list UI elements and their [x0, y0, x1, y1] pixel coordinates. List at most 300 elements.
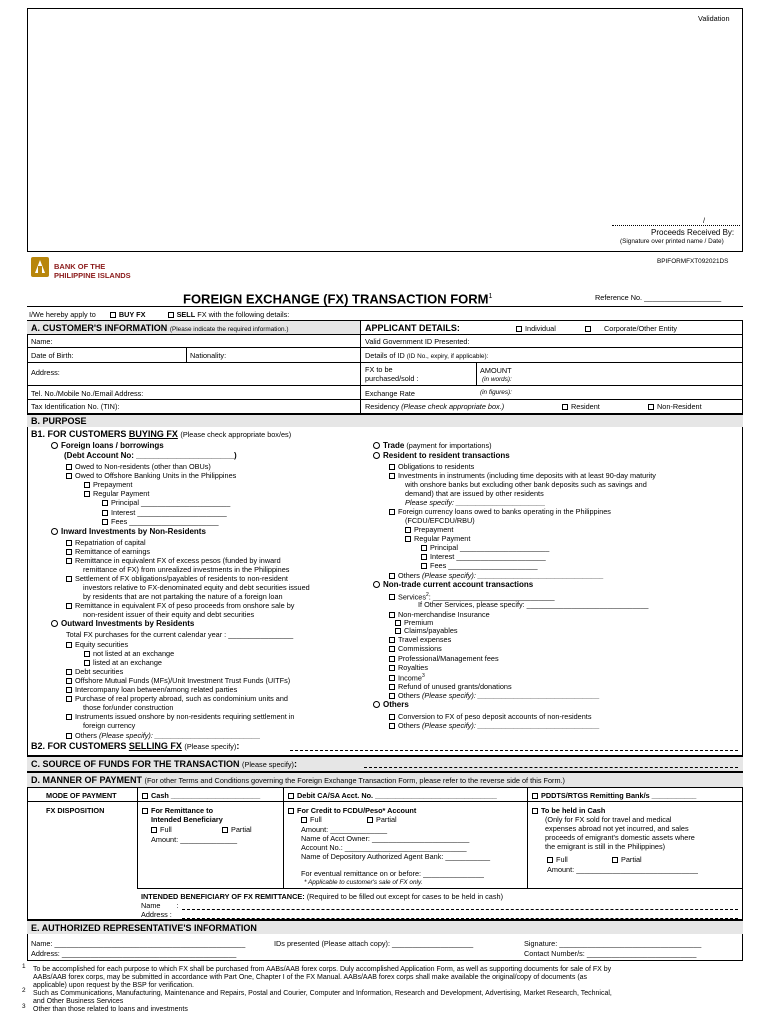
checkbox[interactable] — [389, 684, 395, 690]
right-prepayment-label: Prepayment — [414, 525, 454, 534]
non-resident-label: Non-Resident — [657, 402, 702, 411]
commissions-label: Commissions — [398, 644, 442, 653]
pddts-checkbox[interactable] — [532, 793, 538, 799]
checkbox[interactable] — [421, 545, 427, 551]
nonmerch-label: Non-merchandise Insurance — [398, 610, 490, 619]
intercompany-option[interactable] — [66, 685, 237, 694]
section-c-input-line[interactable] — [364, 767, 738, 768]
purchase-prop-line2: those for/under construction — [83, 703, 174, 712]
section-a-title: A. CUSTOMER'S INFORMATION — [31, 323, 168, 333]
services-label: Services — [398, 592, 426, 602]
purchase-prop-line1: Purchase of real property abroad, such as condominium units and — [75, 694, 288, 703]
nontrade-radio[interactable] — [373, 581, 380, 588]
exchange-rate-label: Exchange Rate — [365, 389, 415, 398]
intercompany-label: Intercompany loan between/among related parties — [75, 685, 238, 694]
buy-fx-checkbox[interactable] — [110, 312, 116, 318]
claims-label: Claims/payables — [404, 626, 458, 635]
b2-heading: B2. FOR CUSTOMERS SELLING FX (Please specify): — [31, 741, 240, 751]
checkbox[interactable] — [66, 549, 72, 555]
left-others-label: Others — [75, 731, 97, 740]
pddts-option[interactable] — [532, 791, 696, 800]
right-fees-option[interactable] — [421, 561, 538, 570]
cash-option[interactable] — [142, 791, 260, 800]
remittance-checkbox[interactable] — [142, 808, 148, 814]
principal-option[interactable] — [102, 498, 230, 507]
listed-option[interactable] — [84, 658, 162, 667]
checkbox[interactable] — [389, 473, 395, 479]
inward-label: Inward Investments by Non-Residents — [61, 527, 206, 536]
checkbox[interactable] — [389, 693, 395, 699]
b1-prefix: B1. FOR CUSTOMERS — [31, 429, 127, 439]
bank-name-line2: PHILIPPINE ISLANDS — [54, 271, 131, 280]
held-amount-label[interactable]: Amount: ______________________________ — [547, 865, 698, 874]
obligations-label: Obligations to residents — [398, 462, 475, 471]
checkbox[interactable] — [102, 519, 108, 525]
premium-label: Premium — [404, 618, 434, 627]
remit-excess-option[interactable] — [66, 556, 281, 565]
remit-peso-line2: non-resident issuer of their equity and debt securities — [83, 610, 255, 619]
debit-label: Debit CA/SA Acct. No. ______________________________ — [297, 791, 497, 800]
full-checkbox[interactable] — [547, 857, 553, 863]
prepayment-option[interactable] — [84, 480, 132, 489]
offshore-funds-option[interactable] — [66, 676, 290, 685]
valid-id-label[interactable]: Valid Government ID Presented: — [365, 337, 470, 346]
interest-label: Interest ______________________ — [111, 508, 227, 517]
sell-fx-label: SELL — [176, 310, 196, 319]
checkbox[interactable] — [389, 646, 395, 652]
residency-note: (Please check appropriate box.) — [401, 402, 505, 411]
trade-label: Trade — [383, 441, 405, 450]
right-others-note: (Please specify): _______________________________ — [421, 571, 604, 580]
rep-signature-label[interactable]: Signature: ___________________________________ — [524, 939, 702, 948]
partial-label: Partial — [376, 815, 397, 824]
section-d-note: (For other Terms and Conditions governing the Foreign Exchange Transaction Form, please refer to the reverse side of this Form.) — [144, 776, 565, 785]
instruments-line2: foreign currency — [83, 721, 136, 730]
details-of-id-note: (ID No., expiry, if applicable): — [406, 353, 489, 360]
repatriation-label: Repatriation of capital — [75, 538, 146, 547]
b1-buying-fx: BUYING FX — [128, 429, 178, 439]
tin-label[interactable]: Tax Identification No. (TIN): — [31, 402, 120, 411]
outward-option[interactable] — [51, 619, 194, 628]
fx-disposition-label: FX DISPOSITION — [46, 806, 105, 815]
remit-peso-line1: Remittance in equivalent FX of peso proceeds from onshore sale by — [75, 601, 295, 610]
services-line: : ______________________________ — [428, 592, 555, 602]
held-note-1: (Only for FX sold for travel and medical — [545, 815, 672, 824]
beneficiary-name-line[interactable] — [182, 909, 738, 910]
details-of-id-label[interactable] — [365, 351, 488, 361]
section-d-heading — [31, 775, 565, 786]
listed-label: listed at an exchange — [93, 658, 162, 667]
others2-note: (Please specify): ______________________________ — [421, 691, 600, 700]
conversion-label: Conversion to FX of peso deposit accounts of non-residents — [398, 712, 592, 721]
full-label: Full — [556, 855, 568, 864]
footnote-3-number: 3 — [22, 1003, 26, 1010]
other-services-label[interactable]: If Other Services, please specify: ______________________________ — [418, 600, 649, 609]
bank-name-line1: BANK OF THE — [54, 262, 106, 271]
settlement-line3: by residents that are not partaking the nature of a foreign loan — [83, 592, 283, 601]
offshore-funds-label: Offshore Mutual Funds (MFs)/Unit Investment Trust Funds (UITFs) — [75, 676, 291, 685]
contact-label[interactable]: Tel. No./Mobile No./Email Address: — [31, 389, 144, 398]
eventual-label[interactable]: For eventual remittance on or before: _______________ — [301, 869, 484, 878]
inward-radio[interactable] — [51, 528, 58, 535]
section-a-note: (Please indicate the required information.) — [169, 326, 289, 333]
professional-option[interactable] — [389, 654, 499, 663]
signature-note: (Signature over printed name / Date) — [620, 238, 724, 245]
foreign-loans-label: Foreign loans / borrowings — [61, 441, 164, 450]
checkbox[interactable] — [66, 642, 72, 648]
principal-label: Principal ______________________ — [111, 498, 231, 507]
investments-line2: with onshore banks but excluding other bank deposits such as savings and — [405, 480, 647, 489]
checkbox[interactable] — [66, 603, 72, 609]
rep-address-label[interactable]: Address: ___________________________________________ — [31, 949, 237, 958]
others3-label: Others — [398, 721, 420, 730]
foreign-loans-option[interactable] — [51, 441, 164, 450]
remit-partial-option[interactable] — [222, 825, 252, 834]
right-others-label: Others — [398, 571, 420, 580]
footnote-3-line1: Other than those related to loans and investments — [33, 1006, 188, 1013]
checkbox[interactable] — [66, 576, 72, 582]
others-head-option[interactable] — [373, 700, 409, 709]
left-others-option[interactable] — [66, 731, 260, 740]
mode-of-payment-label: MODE OF PAYMENT — [46, 791, 117, 800]
fc-loans-label: Foreign currency loans owed to banks operating in the Philippines — [398, 507, 611, 516]
fcdu-label: (FCDU/EFCDU/RBU) — [405, 516, 475, 525]
checkbox[interactable] — [389, 573, 395, 579]
remit-excess-line2: remittance of FX) from unrealized investments in the Philippines — [83, 565, 290, 574]
b1-heading — [31, 429, 291, 440]
held-cash-label: To be held in Cash — [541, 806, 606, 815]
others3-option[interactable] — [389, 721, 600, 730]
corporate-checkbox[interactable] — [585, 326, 591, 332]
debt-account-label[interactable]: (Debt Account No: ______________________) — [64, 451, 237, 460]
not-listed-label: not listed at an exchange — [93, 649, 175, 658]
checkbox[interactable] — [389, 675, 395, 681]
repatriation-option[interactable] — [66, 538, 146, 547]
remittance-option[interactable] — [142, 806, 213, 815]
row-line — [27, 787, 743, 788]
checkbox[interactable] — [421, 554, 427, 560]
settlement-option[interactable] — [66, 574, 288, 583]
acct-owner-label[interactable]: Name of Acct Owner: ________________________ — [301, 834, 470, 843]
travel-option[interactable] — [389, 635, 451, 644]
refund-option[interactable] — [389, 682, 512, 691]
trade-option[interactable] — [373, 441, 492, 450]
checkbox[interactable] — [421, 563, 427, 569]
row-line — [27, 801, 743, 802]
right-fees-label: Fees ______________________ — [430, 561, 538, 570]
col-divider — [283, 787, 284, 888]
partial-checkbox[interactable] — [222, 827, 228, 833]
resident-checkbox[interactable] — [562, 404, 568, 410]
residency-text: Residency — [365, 402, 400, 411]
dob-divider — [186, 347, 187, 362]
prepayment-label: Prepayment — [93, 480, 133, 489]
full-checkbox[interactable] — [301, 817, 307, 823]
settlement-line1: Settlement of FX obligations/payables of residents to non-resident — [75, 574, 288, 583]
partial-label: Partial — [231, 825, 252, 834]
checkbox[interactable] — [389, 665, 395, 671]
b2-note: (Please specify) — [184, 742, 237, 751]
form-title-text: FOREIGN EXCHANGE (FX) TRANSACTION FORM — [183, 291, 489, 307]
beneficiary-address-text: Address — [141, 910, 168, 919]
section-b-header-bg — [27, 415, 743, 427]
apply-suffix: FX with the following details: — [197, 310, 290, 319]
trade-radio[interactable] — [373, 442, 380, 449]
credit-checkbox[interactable] — [288, 808, 294, 814]
investments-option[interactable] — [389, 471, 656, 480]
others3-note: (Please specify): ______________________________ — [421, 721, 600, 730]
owed-offshore-option[interactable] — [66, 471, 236, 480]
date-of-birth-label[interactable]: Date of Birth: — [31, 351, 74, 360]
checkbox[interactable] — [66, 540, 72, 546]
royalties-label: Royalties — [398, 663, 429, 672]
credit-amount-label[interactable]: Amount: ______________ — [301, 825, 388, 834]
conversion-option[interactable] — [389, 712, 591, 721]
footnote-2-line2: and Other Business Services — [33, 998, 124, 1005]
row-line — [27, 362, 743, 363]
checkbox[interactable] — [66, 733, 72, 739]
resident-label: Resident — [571, 402, 600, 411]
income-sup: 3 — [421, 673, 425, 679]
travel-label: Travel expenses — [398, 635, 452, 644]
partial-checkbox[interactable] — [367, 817, 373, 823]
checkbox[interactable] — [84, 660, 90, 666]
right-principal-option[interactable] — [421, 543, 549, 552]
footnote-1-line2: AABs/AAB forex corps, may be submitted in accordance with Part One, Chapter I of the FX Manual. AABs/AAB forex corps shall make available the original/copy of documents (as — [33, 974, 588, 981]
b2-input-line[interactable] — [290, 750, 738, 751]
checkbox[interactable] — [66, 687, 72, 693]
total-fx-label[interactable]: Total FX purchases for the current calendar year : ________________ — [66, 630, 294, 639]
address-label[interactable]: Address: — [31, 368, 60, 377]
checkbox[interactable] — [395, 628, 401, 634]
individual-checkbox[interactable] — [516, 326, 522, 332]
account-no-label[interactable]: Account No.: ______________________________ — [301, 843, 467, 852]
investments-line1: Investments in instruments (including time deposits with at least 90-day maturity — [398, 471, 656, 480]
fc-loans-option[interactable] — [389, 507, 611, 516]
others2-option[interactable] — [389, 691, 600, 700]
full-label: Full — [160, 825, 172, 834]
reference-number: Reference No. ___________________ — [595, 293, 722, 302]
credit-full-option[interactable] — [301, 815, 322, 824]
checkbox[interactable] — [66, 696, 72, 702]
nationality-label[interactable]: Nationality: — [190, 351, 227, 360]
inward-option[interactable] — [51, 527, 206, 536]
exchange-rate-figures[interactable]: (in figures): — [480, 389, 512, 396]
section-b-heading: B. PURPOSE — [31, 416, 87, 426]
rep-ids-label[interactable]: IDs presented (Please attach copy): ____________________ — [274, 939, 474, 948]
purchase-prop-option[interactable] — [66, 694, 288, 703]
equity-option[interactable] — [66, 640, 128, 649]
checkbox[interactable] — [405, 527, 411, 533]
beneficiary-address-line[interactable] — [182, 918, 738, 919]
please-specify-line[interactable]: Please specify: ______________________ — [405, 498, 546, 507]
regular-payment-option[interactable] — [84, 489, 149, 498]
form-code: BPIFORMFXT092021DS — [657, 258, 729, 265]
details-of-id-text: Details of ID — [365, 351, 405, 360]
individual-label: Individual — [525, 324, 556, 333]
beneficiary-name-label[interactable]: Name : — [141, 901, 179, 910]
held-full-option[interactable] — [547, 855, 568, 864]
not-listed-option[interactable] — [84, 649, 174, 658]
royalties-option[interactable] — [389, 663, 428, 672]
corporate-option[interactable] — [585, 324, 677, 333]
others-radio[interactable] — [373, 701, 380, 708]
title-rule — [27, 306, 743, 307]
owed-nonres-option[interactable] — [66, 462, 211, 471]
non-resident-option[interactable] — [648, 402, 702, 411]
proceeds-received-by: Proceeds Received By: — [651, 228, 735, 237]
checkbox[interactable] — [84, 651, 90, 657]
buy-fx-label: BUY FX — [118, 310, 146, 319]
settlement-line2: investors relative to FX-denominated equity and debt securities issued — [83, 583, 310, 592]
debt-sec-label: Debt securities — [75, 667, 124, 676]
beneficiary-name-text: Name — [141, 901, 161, 910]
nontrade-option[interactable] — [373, 580, 533, 589]
checkbox[interactable] — [66, 464, 72, 470]
held-note-4: the emigrant is still in the Philippines) — [545, 842, 666, 851]
remittance-line1: For Remittance to — [151, 806, 214, 815]
amount-divider — [476, 362, 477, 385]
cash-label: Cash ______________________ — [151, 791, 261, 800]
resident-option[interactable] — [562, 402, 600, 411]
credit-label: For Credit to FCDU/Peso* Account — [297, 806, 417, 815]
left-others-note: (Please specify): __________________________ — [98, 731, 261, 740]
trade-note: (payment for importations) — [406, 441, 492, 450]
signature-line — [612, 225, 740, 226]
right-interest-option[interactable] — [421, 552, 546, 561]
checkbox[interactable] — [389, 723, 395, 729]
checkbox[interactable] — [389, 464, 395, 470]
credit-partial-option[interactable] — [367, 815, 397, 824]
remit-amount-label[interactable]: Amount: ______________ — [151, 835, 238, 844]
right-interest-label: Interest ______________________ — [430, 552, 546, 561]
footnote-1-number: 1 — [22, 963, 26, 970]
depository-label[interactable]: Name of Depository Authorized Agent Bank: ___________ — [301, 852, 491, 861]
purchased-sold-label: purchased/sold : — [365, 374, 419, 383]
form-title-sup: 1 — [488, 293, 493, 300]
debit-option[interactable] — [288, 791, 497, 800]
commissions-option[interactable] — [389, 644, 442, 653]
intended-title: INTENDED BENEFICIARY OF FX REMITTANCE: — [141, 892, 305, 901]
checkbox[interactable] — [389, 714, 395, 720]
remit-peso-option[interactable] — [66, 601, 294, 610]
owed-nonres-label: Owed to Non-residents (other than OBUs) — [75, 462, 211, 471]
held-cash-checkbox[interactable] — [532, 808, 538, 814]
owed-offshore-label: Owed to Offshore Banking Units in the Philippines — [75, 471, 237, 480]
row-line — [27, 347, 743, 348]
cash-checkbox[interactable] — [142, 793, 148, 799]
investments-line3: demand) that are issued by other residents — [405, 489, 544, 498]
remittance-earnings-label: Remittance of earnings — [75, 547, 151, 556]
nontrade-label: Non-trade current account transactions — [383, 580, 534, 589]
right-regular-payment-label: Regular Payment — [414, 534, 471, 543]
non-resident-checkbox[interactable] — [648, 404, 654, 410]
col-divider — [527, 787, 528, 888]
instruments-option[interactable] — [66, 712, 294, 721]
col-divider — [137, 787, 138, 888]
claims-option[interactable] — [395, 626, 458, 635]
section-e-heading: E. AUTHORIZED REPRESENTATIVE'S INFORMATION — [31, 923, 257, 933]
foreign-loans-radio[interactable] — [51, 442, 58, 449]
equity-label: Equity securities — [75, 640, 129, 649]
individual-option[interactable] — [516, 324, 556, 333]
residency-label — [365, 402, 504, 411]
right-others-option[interactable] — [389, 571, 604, 580]
amount-in-words-label[interactable]: (in words): — [482, 376, 512, 383]
remit-excess-line1: Remittance in equivalent FX of excess pesos (funded by inward — [75, 556, 281, 565]
footnote-1-line1: To be accomplished for each purpose to which FX shall be purchased from AABs/AAB forex corps. Duly accomplished Application Form, as well as supporting documents for sale of FX by — [33, 966, 612, 973]
held-cash-option[interactable] — [532, 806, 605, 815]
corporate-label: Corporate/Other Entity — [604, 324, 678, 333]
right-regular-payment-option[interactable] — [405, 534, 470, 543]
debit-checkbox[interactable] — [288, 793, 294, 799]
interest-option[interactable] — [102, 508, 227, 517]
row-line — [27, 334, 743, 335]
remittance-earnings-option[interactable] — [66, 547, 150, 556]
checkbox[interactable] — [66, 669, 72, 675]
footnote-2-line1: Such as Communications, Manufacturing, Maintenance and Repairs, Postal and Courier, Computer and Information, Research and Development, Advertising, Market Research, Technical, — [33, 990, 612, 997]
bank-logo — [30, 256, 50, 283]
checkbox[interactable] — [66, 473, 72, 479]
instruments-line1: Instruments issued onshore by non-residents requiring settlement in — [75, 712, 295, 721]
outward-radio[interactable] — [51, 620, 58, 627]
applicant-details-heading: APPLICANT DETAILS: — [365, 323, 460, 333]
checkbox[interactable] — [405, 536, 411, 542]
section-a-heading — [31, 323, 288, 334]
checkbox[interactable] — [84, 491, 90, 497]
checkbox[interactable] — [389, 509, 395, 515]
fees-label: Fees ______________________ — [111, 517, 219, 526]
intended-note: (Required to be filled out except for cases to be held in cash) — [306, 892, 504, 901]
full-checkbox[interactable] — [151, 827, 157, 833]
obligations-option[interactable] — [389, 462, 474, 471]
checkbox[interactable] — [389, 594, 395, 600]
debt-sec-option[interactable] — [66, 667, 123, 676]
checkbox[interactable] — [66, 714, 72, 720]
fees-option[interactable] — [102, 517, 219, 526]
credit-option[interactable] — [288, 806, 416, 815]
rep-name-label[interactable]: Name: _______________________________________________ — [31, 939, 246, 948]
partial-checkbox[interactable] — [612, 857, 618, 863]
res-to-res-option[interactable] — [373, 451, 510, 460]
income-option[interactable] — [389, 672, 425, 682]
right-principal-label: Principal ______________________ — [430, 543, 550, 552]
b2-prefix: B2. FOR CUSTOMERS — [31, 741, 127, 751]
signature-slash: / — [703, 216, 706, 225]
checkbox[interactable] — [102, 510, 108, 516]
professional-label: Professional/Management fees — [398, 654, 499, 663]
full-label: Full — [310, 815, 322, 824]
checkbox[interactable] — [389, 637, 395, 643]
res-to-res-radio[interactable] — [373, 452, 380, 459]
beneficiary-address-label[interactable]: Address : — [141, 910, 172, 919]
checkbox[interactable] — [389, 656, 395, 662]
rep-contact-label[interactable]: Contact Number/s: ___________________________ — [524, 949, 697, 958]
fx-to-be-label: FX to be — [365, 365, 393, 374]
sell-fx-checkbox[interactable] — [168, 312, 174, 318]
held-partial-option[interactable] — [612, 855, 642, 864]
checkbox[interactable] — [66, 558, 72, 564]
customer-name-label[interactable]: Name: — [31, 337, 53, 346]
others-head-label: Others — [383, 700, 409, 709]
remit-full-option[interactable] — [151, 825, 172, 834]
outward-label: Outward Investments by Residents — [61, 619, 195, 628]
checkbox[interactable] — [84, 482, 90, 488]
checkbox[interactable] — [102, 500, 108, 506]
right-prepayment-option[interactable] — [405, 525, 453, 534]
checkbox[interactable] — [66, 678, 72, 684]
b1-note: (Please check appropriate box/es) — [180, 430, 292, 439]
